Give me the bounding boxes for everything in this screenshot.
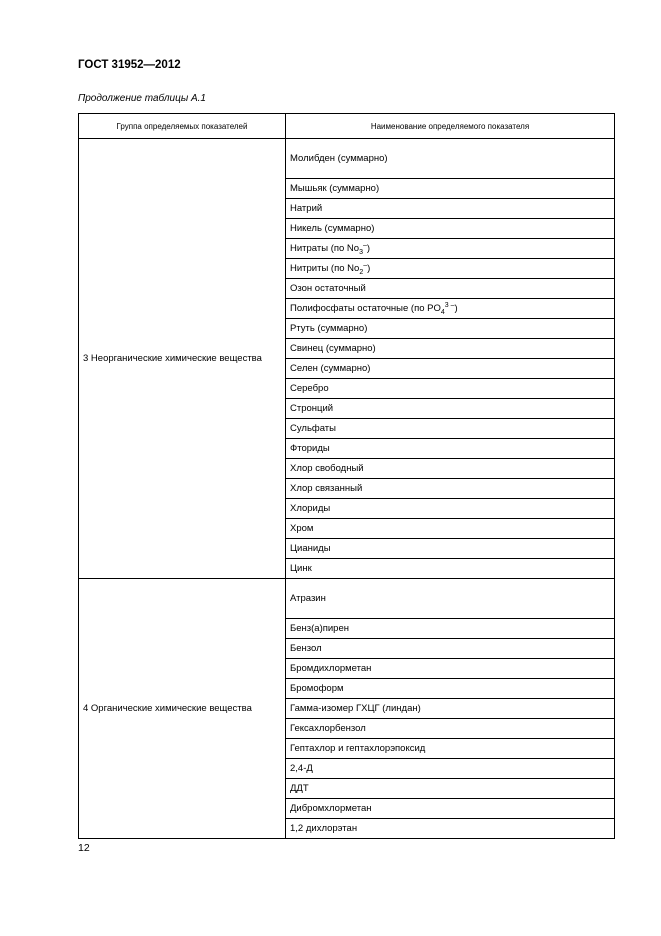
indicator-cell bbox=[286, 379, 615, 399]
indicator-cell bbox=[286, 259, 615, 279]
indicator-name: Селен (суммарно) bbox=[290, 363, 371, 374]
indicator-name: 2,4-Д bbox=[290, 763, 313, 774]
indicator-name: Нитраты (по No bbox=[290, 243, 360, 254]
formula-subscript: 2 bbox=[359, 268, 364, 276]
indicator-name: Полифосфаты остаточные (по PO bbox=[290, 303, 441, 314]
group-name-cell: 4 Органические химические вещества bbox=[79, 579, 286, 839]
indicator-cell bbox=[286, 499, 615, 519]
group-name-cell: 3 Неорганические химические вещества bbox=[79, 139, 286, 579]
indicator-cell bbox=[286, 759, 615, 779]
indicator-cell bbox=[286, 459, 615, 479]
table-row bbox=[79, 139, 615, 179]
indicator-name: Свинец (суммарно) bbox=[290, 343, 376, 354]
indicator-cell bbox=[286, 399, 615, 419]
indicator-cell bbox=[286, 739, 615, 759]
document-code: ГОСТ 31952—2012 bbox=[78, 59, 181, 71]
indicator-name: Гексахлорбензол bbox=[290, 723, 366, 734]
indicator-cell bbox=[286, 239, 615, 259]
indicators-table bbox=[78, 113, 615, 839]
indicator-name: 1,2 дихлорэтан bbox=[290, 823, 358, 834]
indicator-cell bbox=[286, 519, 615, 539]
indicator-cell bbox=[286, 559, 615, 579]
formula-tail: ) bbox=[366, 243, 371, 254]
indicator-name: Стронций bbox=[290, 403, 334, 414]
indicator-cell bbox=[286, 719, 615, 739]
formula-subscript: 3 bbox=[359, 248, 363, 256]
indicator-name: Гамма-изомер ГХЦГ (линдан) bbox=[290, 703, 421, 714]
column-header-group: Группа определяемых показателей bbox=[79, 114, 286, 139]
indicator-name: ДДТ bbox=[290, 783, 309, 794]
indicator-name: Бромдихлорметан bbox=[290, 663, 372, 674]
indicator-name: Цинк bbox=[290, 563, 312, 574]
indicator-name: Хлор свободный bbox=[290, 463, 364, 474]
indicator-name: Фториды bbox=[290, 443, 330, 454]
indicator-cell bbox=[286, 539, 615, 559]
formula-superscript: – bbox=[362, 241, 367, 249]
indicator-cell bbox=[286, 179, 615, 199]
indicator-cell bbox=[286, 419, 615, 439]
indicator-cell bbox=[286, 619, 615, 639]
indicator-cell bbox=[286, 479, 615, 499]
indicator-name: Хром bbox=[290, 523, 314, 534]
indicator-cell bbox=[286, 799, 615, 819]
indicator-name: Мышьяк (суммарно) bbox=[290, 183, 380, 194]
indicator-name: Дибромхлорметан bbox=[290, 803, 372, 814]
column-header-indicator: Наименование определяемого показателя bbox=[286, 114, 615, 139]
indicator-name: Нитриты (по No bbox=[290, 263, 360, 274]
page-number: 12 bbox=[78, 842, 90, 854]
indicator-name: Озон остаточный bbox=[290, 283, 366, 294]
indicator-cell: Атразин bbox=[286, 579, 615, 619]
indicator-cell bbox=[286, 339, 615, 359]
indicator-name: Хлор связанный bbox=[290, 483, 363, 494]
indicator-name: Цианиды bbox=[290, 543, 331, 554]
indicator-name: Бромоформ bbox=[290, 683, 344, 694]
indicator-name: Ртуть (суммарно) bbox=[290, 323, 368, 334]
table-header-row bbox=[79, 114, 615, 139]
indicator-name: Сульфаты bbox=[290, 423, 336, 434]
indicator-cell bbox=[286, 359, 615, 379]
indicator-cell bbox=[286, 439, 615, 459]
indicator-name: Никель (суммарно) bbox=[290, 223, 375, 234]
indicator-name: Гептахлор и гептахлорэпоксид bbox=[290, 743, 426, 754]
formula-tail: ) bbox=[367, 263, 371, 274]
indicator-cell bbox=[286, 219, 615, 239]
indicator-name: Бенз(а)пирен bbox=[290, 623, 349, 634]
formula-superscript: – bbox=[363, 261, 368, 269]
indicator-cell bbox=[286, 299, 615, 319]
indicator-cell bbox=[286, 319, 615, 339]
indicator-cell bbox=[286, 659, 615, 679]
indicator-cell bbox=[286, 779, 615, 799]
indicator-name: Натрий bbox=[290, 203, 323, 214]
table-caption: Продолжение таблицы А.1 bbox=[78, 93, 206, 104]
indicator-name: Бензол bbox=[290, 643, 322, 654]
formula-subscript: 4 bbox=[440, 308, 445, 316]
table-row bbox=[79, 579, 615, 619]
indicator-cell bbox=[286, 699, 615, 719]
indicator-name: Серебро bbox=[290, 383, 329, 394]
indicator-cell bbox=[286, 819, 615, 839]
indicator-cell bbox=[286, 639, 615, 659]
formula-tail: ) bbox=[454, 303, 458, 314]
formula-superscript: 3 – bbox=[444, 301, 455, 309]
indicator-name: Хлориды bbox=[290, 503, 331, 514]
indicator-cell bbox=[286, 199, 615, 219]
indicator-cell bbox=[286, 279, 615, 299]
indicator-cell: Молибден (суммарно) bbox=[286, 139, 615, 179]
indicator-cell bbox=[286, 679, 615, 699]
